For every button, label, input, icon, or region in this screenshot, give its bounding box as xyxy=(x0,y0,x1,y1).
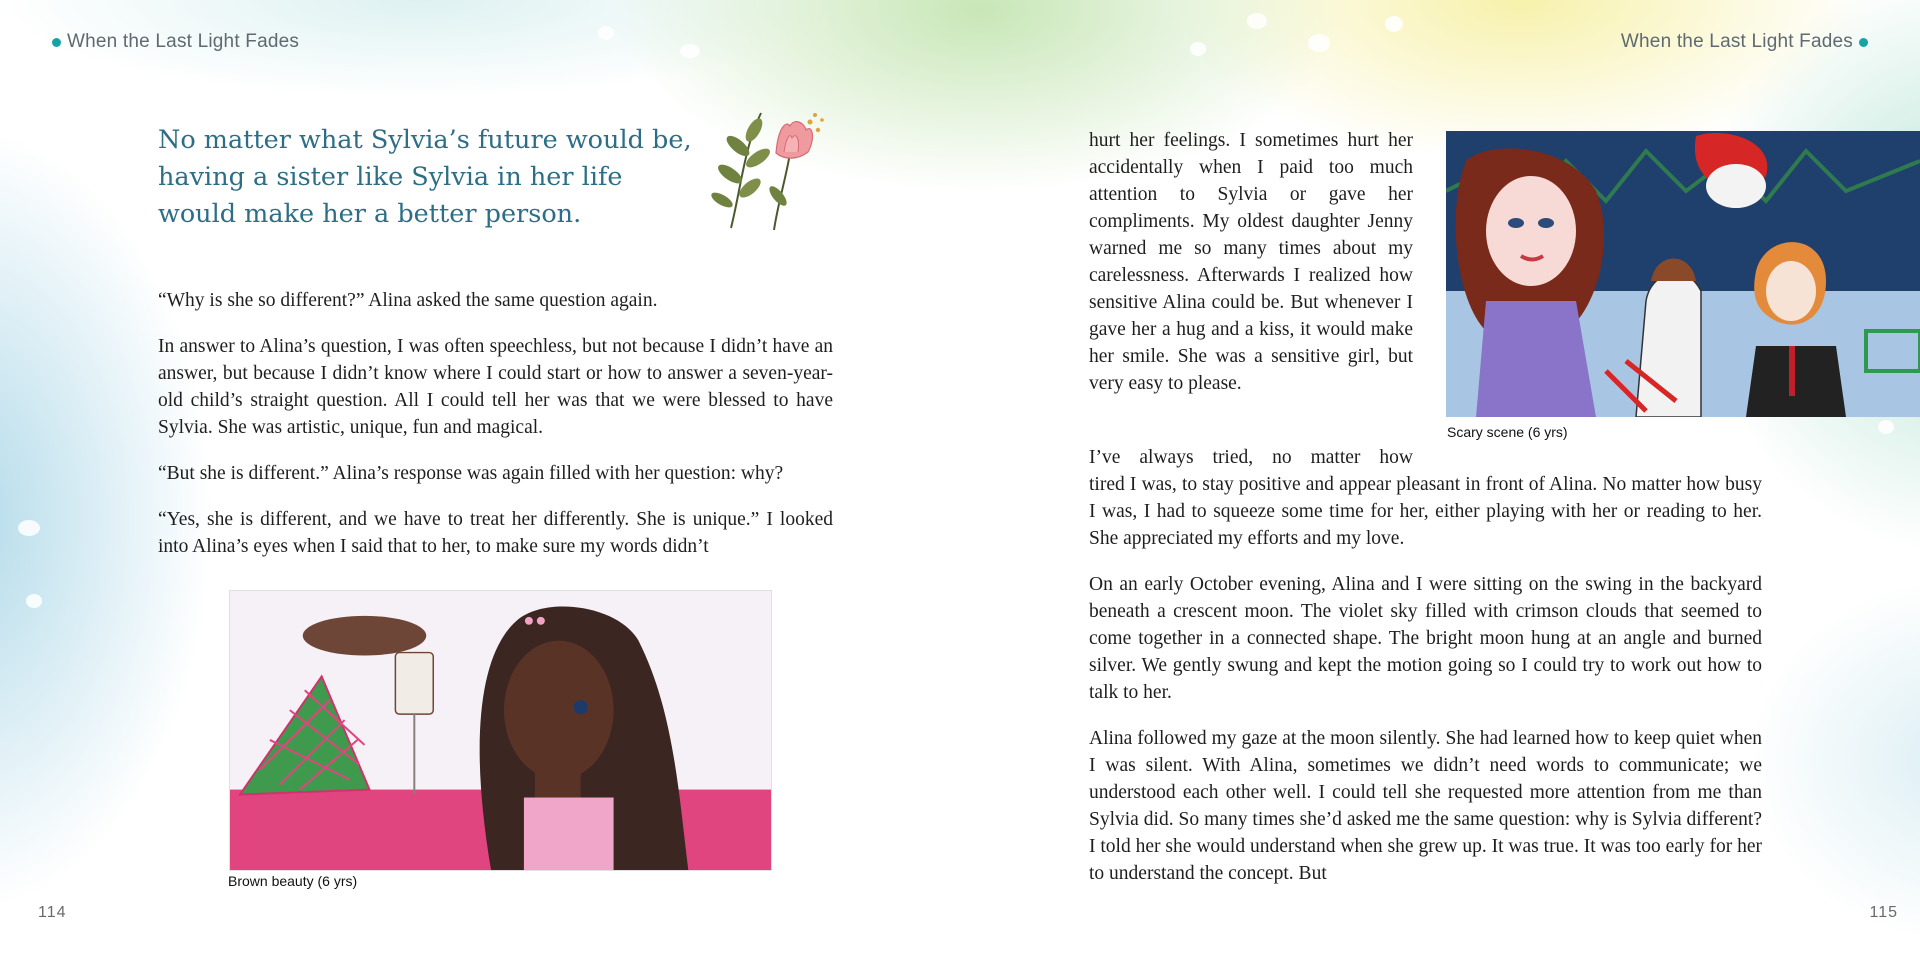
paragraph: “Yes, she is different, and we have to treat her differently. She is unique.” I looked into Alina’s eyes when I said that to her, to make sure my words didn’t xyxy=(158,509,833,557)
bokeh-sparkle xyxy=(1878,420,1894,434)
figure-caption: Brown beauty (6 yrs) xyxy=(228,873,358,889)
bokeh-sparkle xyxy=(26,594,42,608)
paragraph: Alina followed my gaze at the moon silently. She had learned how to keep quiet when I was silent. With Alina, sometimes we didn’t need words to communicate; we understood each other well. I could tell she requested more attention from me than Sylvia did. So many times she’d asked me the same question: why is Sylvia different? I told her she would understand when she grew up. It was true. It was too early for her to understand the concept. But xyxy=(1089,728,1762,884)
bullet-dot-icon xyxy=(52,38,61,47)
paragraph: “Why is she so different?” Alina asked the same question again. xyxy=(158,290,658,311)
bokeh-sparkle xyxy=(18,520,40,536)
bokeh-sparkle xyxy=(1190,42,1206,56)
paragraph: In answer to Alina’s question, I was often speechless, but not because I didn’t have an answer, but because I didn’t know where I could start or how to answer a seven-year-old child’s straight question. All I could tell her was that we were blessed to have Sylvia. She was artistic, unique, fun and magical. xyxy=(158,336,833,438)
paragraph: hurt her feelings. I sometimes hurt her accidentally when I paid too much attention to Sylvia or gave her compliments. My oldest daughter Jenny warned me so many times about my carelessness. Afterwards I realized how sensitive Alina could be. But whenever I gave her a hug and a kiss, it would make her smile. She was a sensitive girl, but very easy to please. xyxy=(1089,130,1413,394)
figure-caption: Scary scene (6 yrs) xyxy=(1447,424,1568,440)
bokeh-sparkle xyxy=(1385,16,1403,32)
running-head-left-text: When the Last Light Fades xyxy=(67,31,300,52)
bokeh-sparkle xyxy=(680,44,700,58)
bokeh-sparkle xyxy=(598,26,614,40)
running-head-right xyxy=(1621,31,1868,53)
paragraph: tired I was, to stay positive and appear pleasant in front of Alina. No matter how busy I was, I had to squeeze some time for her, either playing with her or reading to her. She appreciated my efforts and my love. xyxy=(1089,474,1762,549)
child-drawing-brown-beauty xyxy=(229,590,772,871)
bokeh-sparkle xyxy=(1247,13,1267,29)
running-head-right-text: When the Last Light Fades xyxy=(1620,31,1853,52)
paragraph: On an early October evening, Alina and I were sitting on the swing in the backyard beneath a crescent moon. The violet sky filled with crimson clouds that seemed to come together in a connected shape. The bright moon hung at an angle and burned silver. We gently swung and kept the motion going so I could try to work out how to talk to her. xyxy=(1089,574,1762,703)
pull-quote: No matter what Sylvia’s future would be, having a sister like Sylvia in her life would make her a better person. xyxy=(158,125,692,229)
page-number-left: 114 xyxy=(38,904,67,921)
running-head-left xyxy=(52,31,299,53)
paragraph-first-line: I’ve always tried, no matter how xyxy=(1089,447,1413,468)
bokeh-sparkle xyxy=(1308,34,1330,52)
paragraph: “But she is different.” Alina’s response was again filled with her question: why? xyxy=(158,463,784,484)
bullet-dot-icon xyxy=(1859,38,1868,47)
page-number-right: 115 xyxy=(1869,904,1898,921)
floral-illustration-icon xyxy=(686,108,836,233)
child-drawing-scary-scene xyxy=(1446,131,1920,417)
